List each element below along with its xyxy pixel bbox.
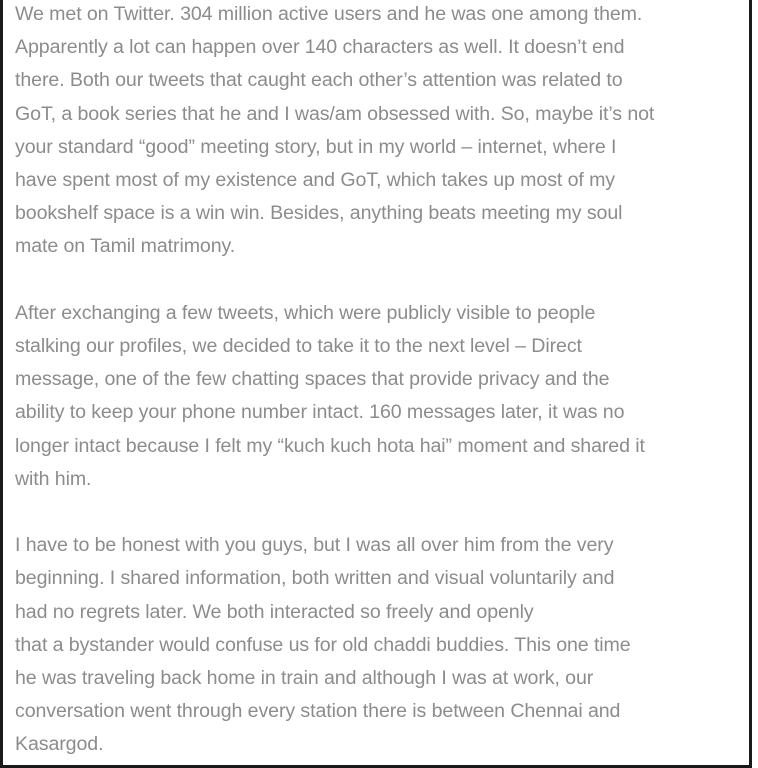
article-body	[15, 0, 750, 762]
text-line: there. Both our tweets that caught each other’s attention was related to	[15, 69, 623, 92]
text-line: bookshelf space is a win win. Besides, anything beats meeting my soul	[15, 202, 623, 225]
text-line: message, one of the few chatting spaces that provide privacy and the	[15, 368, 610, 391]
text-line: with him.	[15, 467, 92, 490]
text-line: GoT, a book series that he and I was/am obsessed with. So, maybe it’s not	[15, 102, 655, 125]
text-line: ability to keep your phone number intact. 160 messages later, it was no	[15, 401, 625, 424]
text-line: After exchanging a few tweets, which were publicly visible to people	[15, 301, 596, 324]
paragraph-2	[15, 297, 750, 496]
text-line: that a bystander would confuse us for old chaddi buddies. This one time	[15, 633, 631, 656]
paragraph-3	[15, 529, 750, 761]
text-line: mate on Tamil matrimony.	[15, 235, 236, 258]
text-line: Kasargod.	[15, 733, 104, 756]
text-line: beginning. I shared information, both written and visual voluntarily and	[15, 567, 615, 590]
text-line: Apparently a lot can happen over 140 characters as well. It doesn’t end	[15, 36, 625, 59]
text-line: I have to be honest with you guys, but I was all over him from the very	[15, 534, 614, 557]
text-line: longer intact because I felt my “kuch kuch hota hai” moment and shared it	[15, 434, 645, 457]
text-line: stalking our profiles, we decided to take it to the next level – Direct	[15, 335, 582, 358]
text-line: conversation went through every station there is between Chennai and	[15, 700, 621, 723]
text-line: your standard “good” meeting story, but in my world – internet, where I	[15, 135, 617, 158]
text-line: We met on Twitter. 304 million active users and he was one among them.	[15, 3, 643, 25]
text-line: have spent most of my existence and GoT, which takes up most of my	[15, 169, 615, 192]
paragraph-1	[15, 0, 750, 264]
text-line: he was traveling back home in train and although I was at work, our	[15, 667, 594, 690]
text-line: had no regrets later. We both interacted so freely and openly	[15, 600, 534, 623]
